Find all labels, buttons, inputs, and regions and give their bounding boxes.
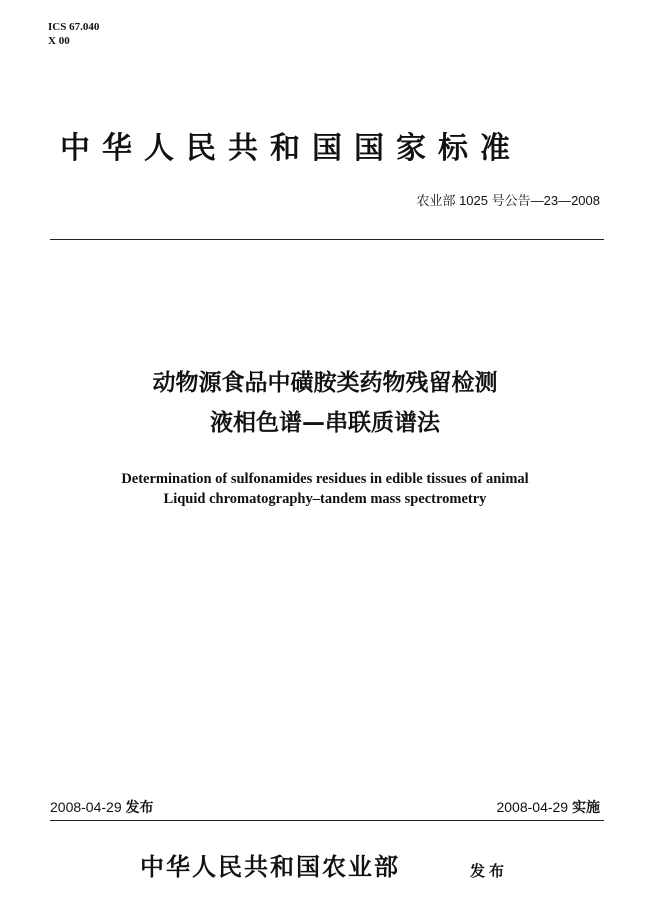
title-en-line-1: Determination of sulfonamides residues in edible tissues of animal (121, 471, 529, 487)
standard-number: 农业部 1025 号公告—23—2008 (416, 193, 600, 208)
issuing-ministry: 中华人民共和国农业部 (140, 855, 400, 881)
implementation-date-value: 2008-04-29 (496, 799, 569, 815)
implementation-date (496, 798, 600, 816)
issue-date-label: 发布 (125, 799, 154, 815)
ministry-issue-label: 发布 (470, 862, 509, 880)
classification-code: X 00 (48, 35, 70, 47)
title-cn-line-1: 动物源食品中磺胺类药物残留检测 (152, 370, 498, 396)
national-standard-title: 中华人民共和国国家标准 (60, 131, 522, 166)
bottom-divider (50, 820, 604, 821)
issue-date (50, 798, 154, 816)
title-en-line-2: Liquid chromatography–tandem mass spectrometry (163, 491, 487, 507)
implementation-date-label: 实施 (572, 799, 600, 815)
ics-code: ICS 67.040 (48, 21, 100, 33)
title-cn-line-2: 液相色谱—串联质谱法 (210, 410, 440, 436)
top-divider (50, 239, 604, 240)
issue-date-value: 2008-04-29 (50, 799, 122, 815)
